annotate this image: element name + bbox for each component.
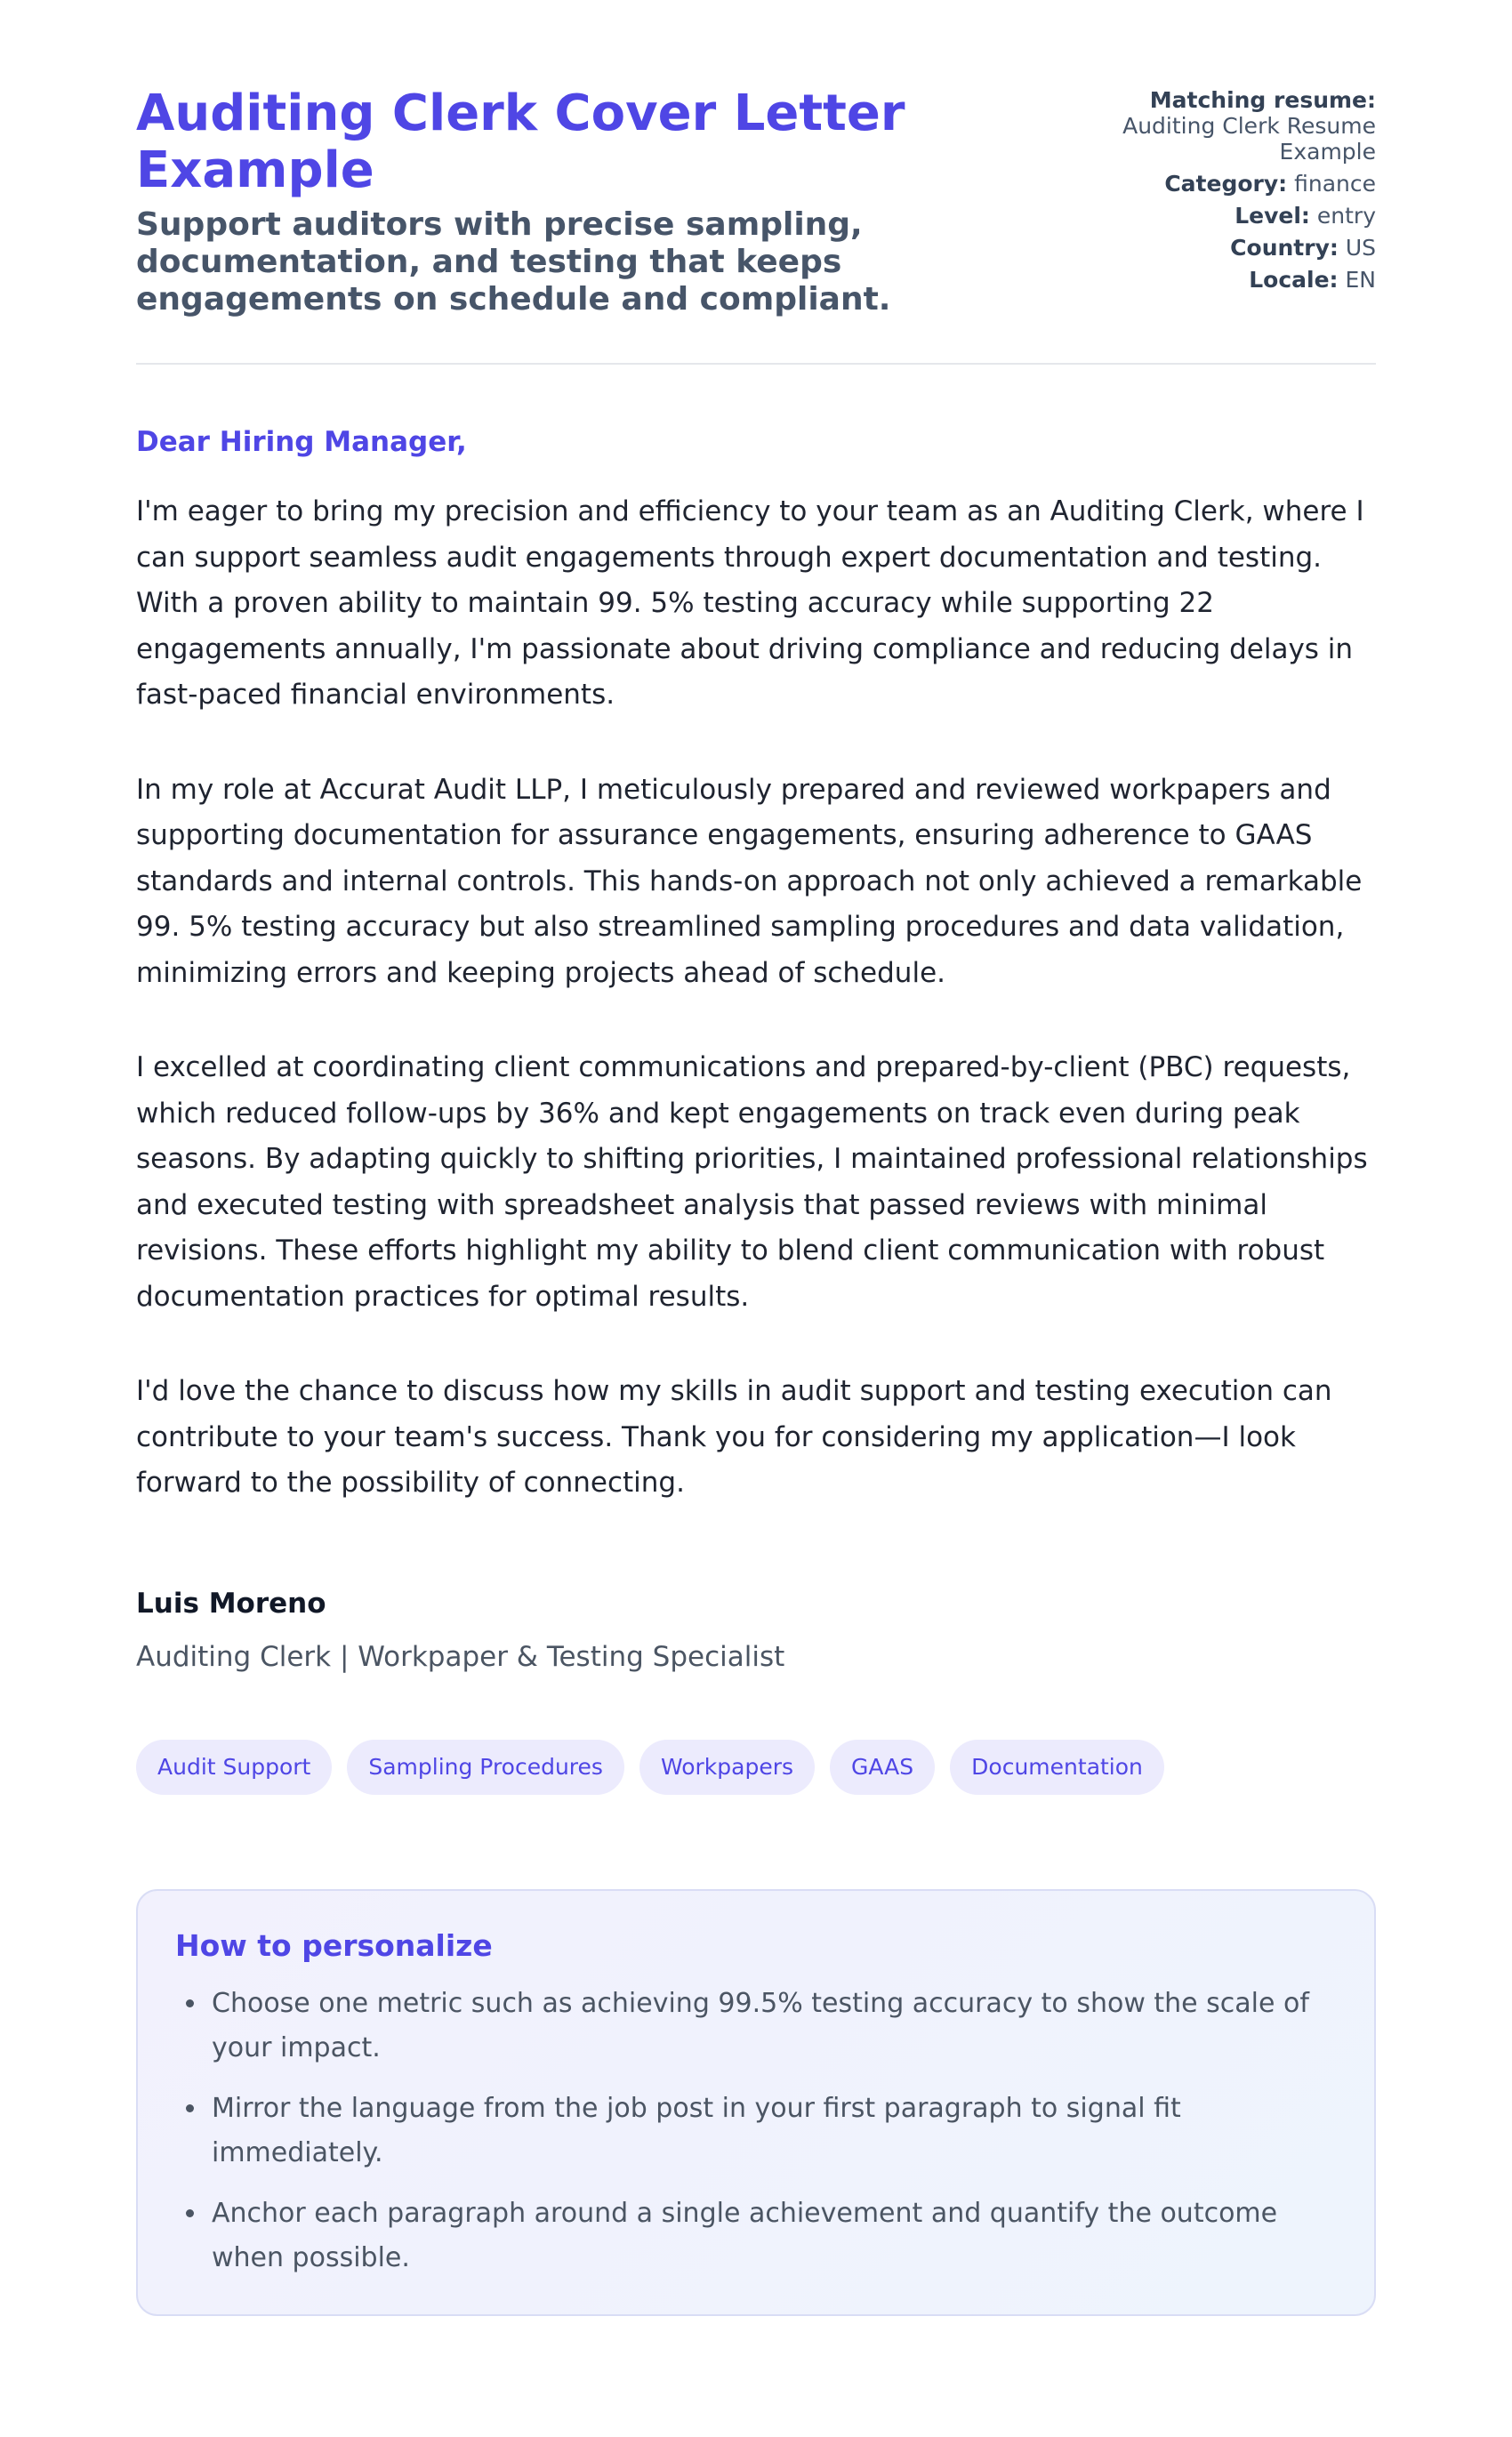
tip-item: • Mirror the language from the job post in your first paragraph to signal fit immediately. (208, 2087, 1339, 2176)
meta-locale (1091, 267, 1376, 293)
signature-block (136, 1587, 1376, 1674)
meta-country-value: US (1345, 235, 1376, 261)
meta-category (1091, 171, 1376, 197)
meta-level-value: entry (1316, 203, 1376, 229)
page-title: Auditing Clerk Cover Letter Example (136, 84, 905, 199)
skill-tag: Documentation (950, 1740, 1164, 1795)
tips-title: How to personalize (175, 1927, 493, 1963)
skill-tag: Workpapers (639, 1740, 815, 1795)
header-divider (136, 363, 1376, 365)
meta-level-label: Level: (1235, 203, 1310, 229)
letter-paragraph-3: I excelled at coordinating client communications and prepared-by-client (PBC) requests, which reduced follow-ups by 36% and kept engagements on track even during peak seasons. By adapting quickly to shifting priorities, I maintained professional relationships and executed testing with spreadsheet analysis that passed reviews with minimal revisions. These efforts highlight my ability to blend client communication with robust documentation practices for optimal results. (136, 1051, 1368, 1313)
meta-country-label: Country: (1230, 235, 1339, 261)
meta-locale-value: EN (1345, 267, 1376, 293)
tip-item: • Choose one metric such as achieving 99.5% testing accuracy to show the scale of your impact. (208, 1982, 1339, 2071)
meta-matching-resume (1091, 87, 1376, 165)
skill-tags (136, 1740, 1376, 1795)
skill-tag: Sampling Procedures (347, 1740, 624, 1795)
metadata-panel (1091, 87, 1376, 299)
personalize-tips-card (136, 1889, 1376, 2316)
page-subtitle: Support auditors with precise sampling, documentation, and testing that keeps engagements on schedule and compliant. (136, 206, 891, 318)
letter-paragraph-2: In my role at Accurat Audit LLP, I meticulously prepared and reviewed workpapers and supporting documentation for assurance engagements, ensuring adherence to GAAS standards and internal controls. This hands-on approach not only achieved a remarkable 99. 5% testing accuracy but also streamlined sampling procedures and data validation, minimizing errors and keeping projects ahead of schedule. (136, 773, 1363, 989)
signer-name: Luis Moreno (136, 1587, 326, 1620)
meta-category-value: finance (1294, 171, 1376, 197)
letter-paragraph-4: I'd love the chance to discuss how my skills in audit support and testing execution can contribute to your team's success. Thank you for considering my application—I look forward to the possibility of connecting. (136, 1375, 1332, 1499)
skill-tag: Audit Support (136, 1740, 332, 1795)
tips-list (175, 1982, 1339, 2280)
meta-matching-resume-label: Matching resume: (1149, 87, 1376, 113)
meta-locale-label: Locale: (1249, 267, 1339, 293)
skill-tag: GAAS (830, 1740, 935, 1795)
meta-category-label: Category: (1164, 171, 1288, 197)
page-header (136, 85, 1376, 318)
meta-country (1091, 235, 1376, 261)
letter-paragraph-1: I'm eager to bring my precision and efficiency to your team as an Auditing Clerk, where I can support seamless audit engagements through expert documentation and testing. With a proven ability to maintain 99. 5% testing accuracy while supporting 22 engagements annually, I'm passionate about driving compliance and reducing delays in fast-paced financial environments. (136, 495, 1364, 711)
meta-matching-resume-value: Auditing Clerk Resume Example (1122, 113, 1376, 165)
signer-role: Auditing Clerk | Workpaper & Testing Specialist (136, 1640, 785, 1673)
header-title-block (136, 85, 1025, 318)
letter-body (136, 425, 1376, 1674)
meta-level (1091, 203, 1376, 229)
tip-item: • Anchor each paragraph around a single achievement and quantify the outcome when possible. (208, 2192, 1339, 2280)
letter-greeting: Dear Hiring Manager, (136, 426, 467, 458)
